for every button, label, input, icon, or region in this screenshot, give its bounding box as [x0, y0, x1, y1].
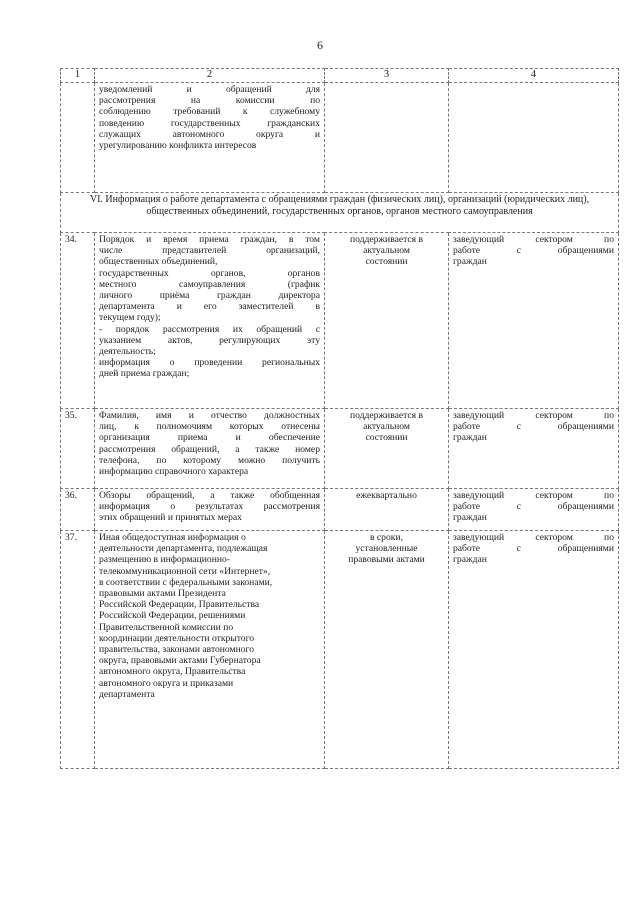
text-line: дней приема граждан; — [99, 368, 190, 380]
periodicity-line: поддерживается в — [349, 410, 424, 421]
row-periodicity-cell — [325, 489, 449, 531]
text-line: государственных органов, органов — [99, 267, 320, 279]
responsible-line: граждан — [453, 256, 487, 268]
row-content-cell — [95, 531, 325, 769]
text-line: департамента и его заместителей в — [99, 301, 320, 313]
text-line: деятельность; — [99, 346, 156, 358]
text-line: Российской Федерации, Правительства — [99, 599, 260, 611]
responsible-line: граждан — [453, 554, 487, 566]
text-line: рассмотрения на комиссии по — [99, 95, 320, 107]
periodicity-line: ежеквартально — [356, 490, 417, 501]
row-number-cell — [61, 83, 95, 193]
text-line: местного самоуправления (график — [99, 278, 320, 290]
row-periodicity-cell — [325, 233, 449, 409]
table-row — [61, 489, 619, 531]
text-line: урегулированию конфликта интересов — [99, 140, 257, 152]
row-content-cell — [95, 233, 325, 409]
text-line: Порядок и время приема граждан, в том — [99, 234, 320, 245]
row-content-cell — [95, 489, 325, 531]
text-line: телекоммуникационной сети «Интернет», — [99, 565, 271, 577]
table-row — [61, 409, 619, 489]
row-content-cell — [95, 409, 325, 489]
row-responsible-cell — [449, 233, 619, 409]
table-row — [61, 233, 619, 409]
row-responsible-cell — [449, 83, 619, 193]
text-line: текущем году); — [99, 312, 161, 324]
text-line: информация о результатах рассмотрения — [99, 501, 320, 513]
text-line: рассмотрения обращений, а также номер — [99, 443, 320, 455]
row-periodicity-cell — [325, 83, 449, 193]
text-line: телефона, по которому можно получить — [99, 454, 320, 466]
text-line: лиц, к полномочиям которых отнесены — [99, 421, 320, 433]
periodicity-line: поддерживается в — [349, 234, 424, 245]
text-line: департамента — [99, 688, 155, 700]
text-line: координации деятельности открытого — [99, 632, 255, 644]
header-col-4: 4 — [449, 69, 619, 83]
section-row — [61, 193, 619, 233]
responsible-line: работе с обращениями — [453, 245, 614, 257]
row-responsible-cell — [449, 409, 619, 489]
text-line: числе представителей организаций, — [99, 245, 320, 257]
table-header-row — [61, 69, 619, 83]
responsible-line: заведующий сектором по — [453, 410, 614, 421]
responsible-line: работе с обращениями — [453, 501, 614, 513]
text-line: поведению государственных гражданских — [99, 117, 320, 129]
text-line: уведомлений и обращений для — [99, 84, 320, 95]
row-number: 35. — [61, 409, 95, 489]
responsible-line: граждан — [453, 432, 487, 444]
text-line: правовыми актами Президента — [99, 588, 226, 600]
text-line: Фамилия, имя и отчество должностных — [99, 410, 320, 421]
periodicity-line: установленные — [355, 543, 418, 555]
text-line: автономного округа, Правительства — [99, 666, 246, 678]
responsible-line: граждан — [453, 512, 487, 524]
row-number: 34. — [61, 233, 95, 409]
header-col-2: 2 — [95, 69, 325, 83]
text-line: Иная общедоступная информация о — [99, 532, 246, 543]
text-line: организация приема и обеспечение — [99, 432, 320, 444]
header-col-3: 3 — [325, 69, 449, 83]
text-line: округа, правовыми актами Губернатора — [99, 655, 261, 667]
document-table — [60, 68, 619, 769]
text-line: Российской Федерации, решениями — [99, 610, 246, 622]
table-row — [61, 531, 619, 769]
periodicity-line: в сроки, — [370, 532, 403, 543]
text-line: информацию справочного характера — [99, 466, 249, 478]
responsible-line: работе с обращениями — [453, 543, 614, 555]
header-col-1: 1 — [61, 69, 95, 83]
row-periodicity-cell — [325, 531, 449, 769]
responsible-line: работе с обращениями — [453, 421, 614, 433]
periodicity-line: правовыми актами — [348, 554, 425, 566]
text-line: - порядок рассмотрения их обращений с — [99, 323, 320, 335]
text-line: общественных объединений, — [99, 256, 218, 268]
row-responsible-cell — [449, 531, 619, 769]
text-line: личного приёма граждан директора — [99, 290, 320, 302]
responsible-line: заведующий сектором по — [453, 532, 614, 543]
text-line: соблюдению требований к служебному — [99, 106, 320, 118]
text-line: размещению в информационно- — [99, 554, 230, 566]
text-line: информация о проведении региональных — [99, 357, 320, 369]
text-line: служащих автономного округа и — [99, 128, 320, 140]
row-responsible-cell — [449, 489, 619, 531]
periodicity-line: актуальном — [363, 245, 410, 257]
text-line: деятельности департамента, подлежащая — [99, 543, 268, 555]
text-line: Обзоры обращений, а также обобщенная — [99, 490, 320, 501]
section-title: VI. Информация о работе департамента с обращениями граждан (физических лиц), организаций (юридических лиц), общественных объединений, государственных органов, органов местного самоуправления — [61, 193, 619, 233]
table-row-continued — [61, 83, 619, 193]
row-number: 36. — [61, 489, 95, 531]
text-line: Правительственной комиссии по — [99, 621, 234, 633]
page-number: 6 — [317, 38, 323, 52]
responsible-line: заведующий сектором по — [453, 490, 614, 501]
text-line: автономного округа и приказами — [99, 677, 234, 689]
text-line: этих обращений и принятых мерах — [99, 512, 242, 524]
periodicity-line: состоянии — [365, 256, 408, 268]
text-line: указанием актов, регулирующих эту — [99, 334, 320, 346]
text-line: в соответствии с федеральными законами, — [99, 576, 273, 588]
row-content-cell — [95, 83, 325, 193]
row-number: 37. — [61, 531, 95, 769]
row-periodicity-cell — [325, 409, 449, 489]
text-line: правительства, законами автономного — [99, 644, 255, 656]
periodicity-line: состоянии — [365, 432, 408, 444]
periodicity-line: актуальном — [363, 421, 410, 433]
responsible-line: заведующий сектором по — [453, 234, 614, 245]
